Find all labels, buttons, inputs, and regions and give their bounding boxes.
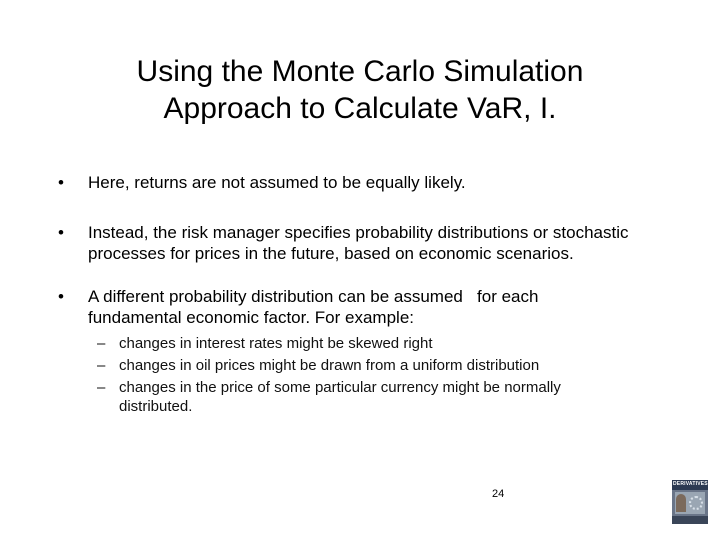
title-line-2: Approach to Calculate VaR, I. [163, 92, 557, 125]
sub-bullet-text-line-1: changes in the price of some particular currency might be normally [119, 379, 561, 396]
bullet-marker: • [58, 173, 64, 192]
bullet-text-line-1: A different probability distribution can be assumed for each [88, 287, 539, 306]
sub-bullet-marker: – [97, 357, 106, 374]
cover-arch-icon [676, 494, 686, 512]
cover-gear-icon [689, 496, 703, 510]
book-cover-icon [672, 480, 708, 524]
sub-bullet-text-line-2: distributed. [119, 398, 193, 415]
sub-bullet-marker: – [97, 335, 106, 352]
bullet-marker: • [58, 223, 64, 242]
bullet-text-line-2: processes for prices in the future, based on economic scenarios. [88, 244, 574, 263]
bullet-text: Here, returns are not assumed to be equally likely. [88, 173, 466, 192]
slide-title [0, 53, 720, 127]
title-line-1: Using the Monte Carlo Simulation [136, 55, 584, 88]
cover-footer-band [672, 516, 708, 524]
sub-bullet-text: changes in interest rates might be skewed right [119, 335, 433, 352]
sub-bullet-text: changes in oil prices might be drawn from a uniform distribution [119, 357, 540, 374]
sub-bullet-marker: – [97, 379, 106, 396]
cover-title: DERIVATIVES [673, 481, 708, 487]
bullet-text-line-2: fundamental economic factor. For example: [88, 308, 414, 327]
bullet-text-line-1: Instead, the risk manager specifies probability distributions or stochastic [88, 223, 629, 242]
bullet-marker: • [58, 287, 64, 306]
page-number: 24 [492, 488, 505, 500]
